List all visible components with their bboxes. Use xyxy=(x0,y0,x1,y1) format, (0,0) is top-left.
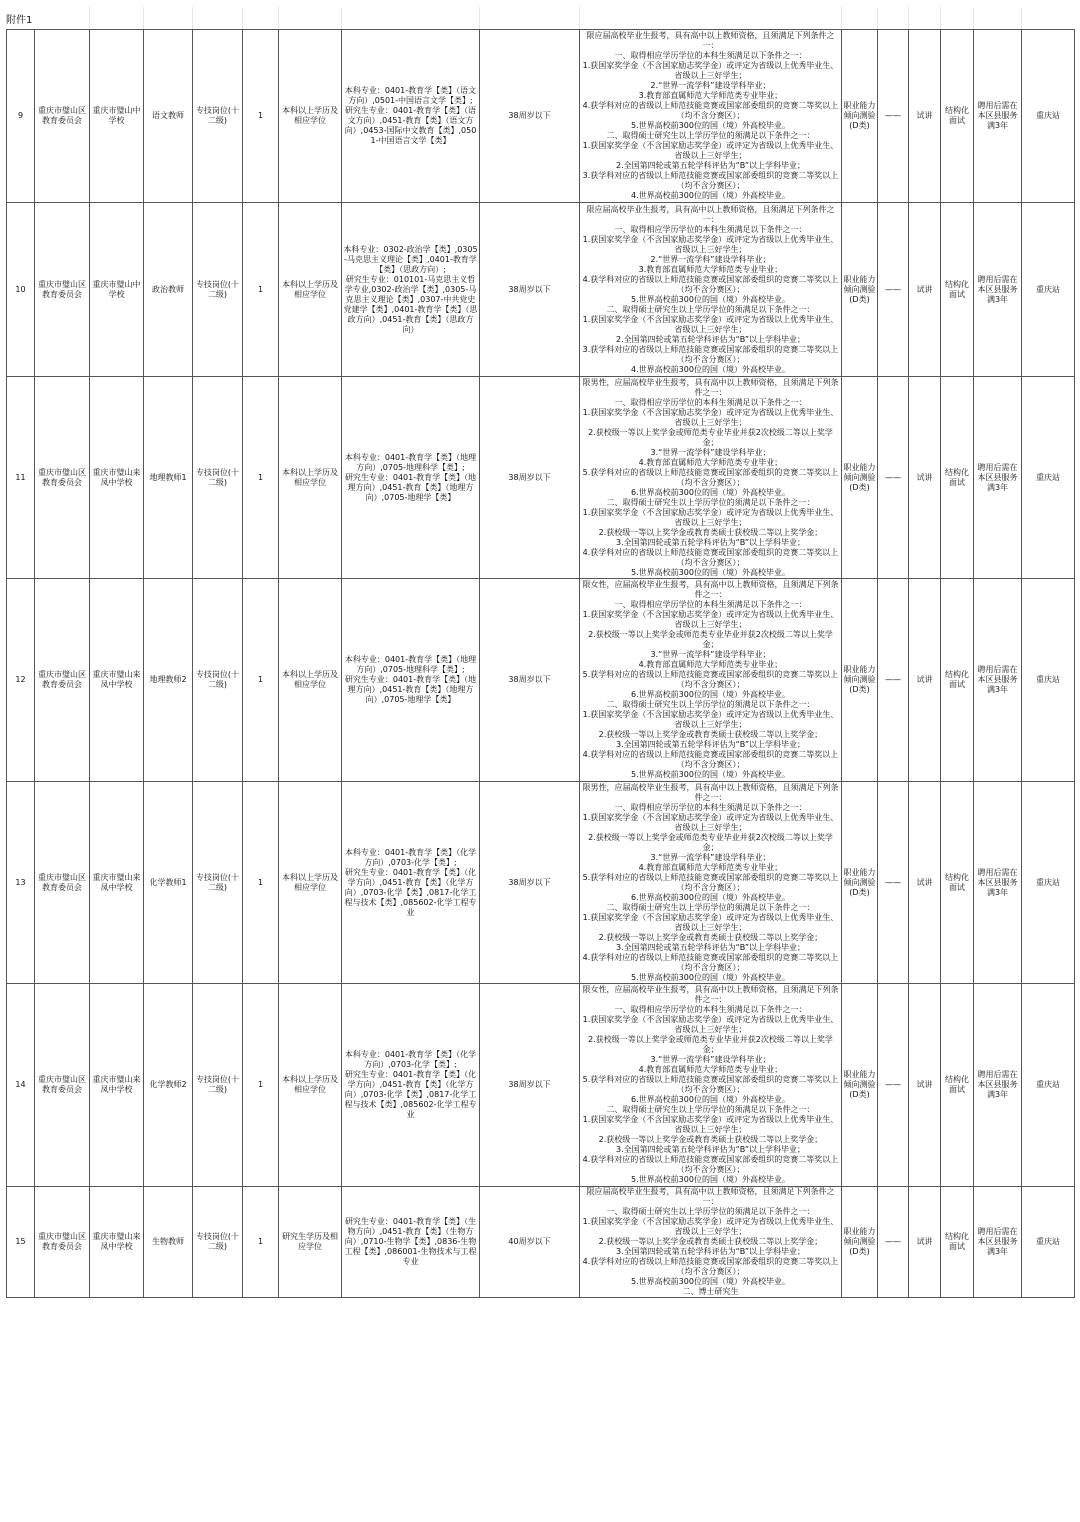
dash-cell: —— xyxy=(878,1187,909,1298)
requirement-line: 5.获学科对应的省级以上师范技能竞赛或国家部委组织的竞赛二等奖以上（均不含分赛区）； xyxy=(582,872,839,892)
exam-site-cell: 重庆站 xyxy=(1022,1187,1075,1298)
trial-lecture-cell: 试讲 xyxy=(909,579,941,782)
requirement-line: 2.获校级一等以上奖学金或师范类专业毕业并获2次校级二等以上奖学金； xyxy=(588,630,833,649)
trial-lecture-cell: 试讲 xyxy=(909,1187,941,1298)
exam-site-cell: 重庆站 xyxy=(1022,782,1075,984)
age-cell: 38周岁以下 xyxy=(480,579,580,782)
requirement-line: 二、取得硕士研究生以上学历学位的须满足以下条件之一： xyxy=(606,902,815,912)
requirement-line: 3.全国第四轮或第五轮学科评估为“B”以上学科毕业； xyxy=(616,537,805,547)
requirement-line: 2.获校级一等以上奖学金或师范类专业毕业并获2次校级二等以上奖学金； xyxy=(588,1035,833,1054)
major-line: 研究生专业：0401-教育学【类】（地理方向）,0451-教育【类】（地理方向）,0705-地理学【类】 xyxy=(344,675,477,704)
requirement-line: 1.获国家奖学金（不含国家励志奖学金）或评定为省级以上优秀毕业生、省级以上三好学生； xyxy=(582,234,839,254)
requirement-line: 2.获校级一等以上奖学金或师范类专业毕业并获2次校级二等以上奖学金； xyxy=(588,832,833,852)
requirement-line: 限女性，应届高校毕业生报考，具有高中以上教师资格，且须满足下列条件之一： xyxy=(582,580,839,599)
header-gridline xyxy=(973,7,974,29)
requirement-line: 3.教育部直属师范大学师范类专业毕业； xyxy=(638,264,783,274)
requirement-line: 5.世界高校前300位的国（境）外高校毕业。 xyxy=(631,972,790,982)
dash-cell: —— xyxy=(878,579,909,782)
employer-cell: 重庆市璧山来凤中学校 xyxy=(90,377,144,579)
post-category-cell: 专技岗位(十二级) xyxy=(193,984,243,1187)
requirement-line: 限应届高校毕业生报考，具有高中以上教师资格，且须满足下列条件之一： xyxy=(586,1187,835,1206)
header-gridline xyxy=(479,7,480,29)
requirements-cell xyxy=(580,782,842,984)
table-row xyxy=(7,30,1075,203)
post-category-cell: 专技岗位(十二级) xyxy=(193,377,243,579)
table-row xyxy=(7,579,1075,782)
major-line: 本科专业：0401-教育学【类】（语文方向）,0501-中国语言文学【类】; xyxy=(344,86,477,105)
exam-site-cell: 重庆站 xyxy=(1022,377,1075,579)
written-exam-cell: 职业能力倾向测验(D类) xyxy=(842,579,878,782)
education-cell: 本科以上学历及相应学位 xyxy=(279,782,342,984)
headcount-cell: 1 xyxy=(243,377,279,579)
requirement-line: 5.获学科对应的省级以上师范技能竞赛或国家部委组织的竞赛二等奖以上（均不含分赛区）； xyxy=(582,670,839,689)
header-gridline xyxy=(908,7,909,29)
requirement-line: 3.“世界一流学科”建设学科毕业； xyxy=(650,1055,771,1064)
requirement-line: 1.获国家奖学金（不含国家励志奖学金）或评定为省级以上优秀毕业生、省级以上三好学生； xyxy=(582,610,839,629)
header-gridline xyxy=(242,7,243,29)
major-cell xyxy=(342,782,480,984)
remark-cell: 聘用后需在本区县服务满3年 xyxy=(974,377,1022,579)
post-category-cell: 专技岗位(十二级) xyxy=(193,579,243,782)
age-cell: 40周岁以下 xyxy=(480,1187,580,1298)
dash-cell: —— xyxy=(878,30,909,203)
major-line: 研究生专业：010101-马克思主义哲学专业,0302-政治学【类】,0305-马克思主义理论【类】,0307-中共党史党建学【类】,0401-教育学【类】（思政方向）,0451-教育【类】（思政方向） xyxy=(343,274,478,334)
interview-cell: 结构化面试 xyxy=(941,30,974,203)
requirement-line: 4.获学科对应的省级以上师范技能竞赛或国家部委组织的竞赛二等奖以上（均不含分赛区）； xyxy=(582,952,839,972)
requirement-line: 4.教育部直属师范大学师范类专业毕业； xyxy=(638,457,783,467)
requirement-line: 5.世界高校前300位的国（境）外高校毕业。 xyxy=(631,567,790,577)
interview-cell: 结构化面试 xyxy=(941,782,974,984)
dash-cell: —— xyxy=(878,984,909,1187)
education-cell: 本科以上学历及相应学位 xyxy=(279,984,342,1187)
requirement-line: 3.“世界一流学科”建设学科毕业； xyxy=(650,650,771,659)
dash-cell: —— xyxy=(878,203,909,377)
remark-cell: 聘用后需在本区县服务满3年 xyxy=(974,1187,1022,1298)
requirement-line: 4.获学科对应的省级以上师范技能竞赛或国家部委组织的竞赛二等奖以上（均不含分赛区）； xyxy=(582,101,839,120)
major-line: 本科专业：0401-教育学【类】（地理方向）,0705-地理科学【类】; xyxy=(344,452,477,472)
requirement-line: 2.全国第四轮或第五轮学科评估为“B”以上学科毕业； xyxy=(616,334,805,344)
dash-cell: —— xyxy=(878,377,909,579)
interview-cell: 结构化面试 xyxy=(941,1187,974,1298)
post-name-cell: 化学教师1 xyxy=(144,782,193,984)
interview-cell: 结构化面试 xyxy=(941,203,974,377)
post-name-cell: 生物教师 xyxy=(144,1187,193,1298)
requirement-line: 二、博士研究生 xyxy=(682,1287,739,1296)
requirement-line: 4.世界高校前300位的国（境）外高校毕业。 xyxy=(631,364,790,374)
requirement-line: 一、取得相应学历学位的本科生须满足以下条件之一： xyxy=(614,802,807,812)
trial-lecture-cell: 试讲 xyxy=(909,377,941,579)
row-number: 11 xyxy=(7,377,35,579)
requirement-line: 1.获国家奖学金（不含国家励志奖学金）或评定为省级以上优秀毕业生、省级以上三好学生； xyxy=(582,812,839,832)
requirement-line: 4.获学科对应的省级以上师范技能竞赛或国家部委组织的竞赛二等奖以上（均不含分赛区）； xyxy=(582,750,839,769)
requirement-line: 5.获学科对应的省级以上师范技能竞赛或国家部委组织的竞赛二等奖以上（均不含分赛区）； xyxy=(582,467,839,487)
recruitment-table xyxy=(6,29,1075,1298)
requirement-line: 2.获校级一等以上奖学金或教育类硕士获校级二等以上奖学金； xyxy=(598,730,823,739)
row-number: 9 xyxy=(7,30,35,203)
headcount-cell: 1 xyxy=(243,30,279,203)
requirement-line: 1.获国家奖学金（不含国家励志奖学金）或评定为省级以上优秀毕业生、省级以上三好学生； xyxy=(582,1217,839,1236)
written-exam-cell: 职业能力倾向测验(D类) xyxy=(842,377,878,579)
employer-cell: 重庆市璧山来凤中学校 xyxy=(90,1187,144,1298)
requirement-line: 3.获学科对应的省级以上师范技能竞赛或国家部委组织的竞赛二等奖以上（均不含分赛区）； xyxy=(582,344,839,364)
major-cell xyxy=(342,984,480,1187)
major-line: 研究生专业：0401-教育学【类】（语文方向）,0451-教育【类】（语文方向）,0453-国际中文教育【类】,0501-中国语言文学【类】 xyxy=(344,106,477,145)
requirement-line: 3.教育部直属师范大学师范类专业毕业； xyxy=(638,91,783,100)
requirement-line: 5.世界高校前300位的国（境）外高校毕业。 xyxy=(631,294,790,304)
requirement-line: 限女性，应届高校毕业生报考，具有高中以上教师资格，且须满足下列条件之一： xyxy=(582,985,839,1004)
requirement-line: 1.获国家奖学金（不含国家励志奖学金）或评定为省级以上优秀毕业生、省级以上三好学生； xyxy=(582,1015,839,1034)
exam-site-cell: 重庆站 xyxy=(1022,203,1075,377)
employer-cell: 重庆市璧山来凤中学校 xyxy=(90,782,144,984)
age-cell: 38周岁以下 xyxy=(480,377,580,579)
education-cell: 研究生学历及相应学位 xyxy=(279,1187,342,1298)
header-gridline xyxy=(278,7,279,29)
trial-lecture-cell: 试讲 xyxy=(909,30,941,203)
row-number: 12 xyxy=(7,579,35,782)
major-line: 研究生专业：0401-教育学【类】（化学方向）,0451-教育【类】（化学方向）,0703-化学【类】,0817-化学工程与技术【类】,085602-化学工程专业 xyxy=(344,867,477,917)
department-cell: 重庆市璧山区教育委员会 xyxy=(35,984,90,1187)
row-number: 13 xyxy=(7,782,35,984)
table-row xyxy=(7,984,1075,1187)
employer-cell: 重庆市璧山来凤中学校 xyxy=(90,984,144,1187)
post-category-cell: 专技岗位(十二级) xyxy=(193,203,243,377)
header-gridline xyxy=(192,7,193,29)
requirement-line: 3.全国第四轮或第五轮学科评估为“B”以上学科毕业； xyxy=(616,1247,805,1256)
requirements-cell xyxy=(580,377,842,579)
requirement-line: 2.“世界一流学科”建设学科毕业； xyxy=(650,254,771,264)
requirement-line: 二、取得硕士研究生以上学历学位的须满足以下条件之一： xyxy=(606,131,815,140)
table-row xyxy=(7,782,1075,984)
employer-cell: 重庆市璧山中学校 xyxy=(90,30,144,203)
requirement-line: 1.获国家奖学金（不含国家励志奖学金）或评定为省级以上优秀毕业生、省级以上三好学生； xyxy=(582,912,839,932)
exam-site-cell: 重庆站 xyxy=(1022,30,1075,203)
department-cell: 重庆市璧山区教育委员会 xyxy=(35,1187,90,1298)
major-cell xyxy=(342,579,480,782)
requirement-line: 5.世界高校前300位的国（境）外高校毕业。 xyxy=(631,1277,790,1286)
requirement-line: 一、取得相应学历学位的本科生须满足以下条件之一： xyxy=(614,397,807,407)
requirement-line: 3.全国第四轮或第五轮学科评估为“B”以上学科毕业； xyxy=(616,740,805,749)
major-line: 本科专业：0401-教育学【类】（地理方向）,0705-地理科学【类】; xyxy=(344,655,477,674)
trial-lecture-cell: 试讲 xyxy=(909,984,941,1187)
requirements-cell xyxy=(580,984,842,1187)
requirement-line: 3.“世界一流学科”建设学科毕业； xyxy=(650,447,771,457)
requirement-line: 2.获校级一等以上奖学金或教育类硕士获校级二等以上奖学金； xyxy=(598,1237,823,1246)
row-number: 10 xyxy=(7,203,35,377)
major-line: 本科专业：0401-教育学【类】（化学方向）,0703-化学【类】; xyxy=(344,1050,477,1069)
header-gridline xyxy=(143,7,144,29)
requirement-line: 一、取得相应学历学位的本科生须满足以下条件之一： xyxy=(614,600,807,609)
education-cell: 本科以上学历及相应学位 xyxy=(279,30,342,203)
major-line: 研究生专业：0401-教育学【类】（化学方向）,0451-教育【类】（化学方向）,0703-化学【类】,0817-化学工程与技术【类】,085602-化学工程专业 xyxy=(344,1070,477,1119)
requirement-line: 6.世界高校前300位的国（境）外高校毕业。 xyxy=(631,892,790,902)
page-header xyxy=(0,7,1080,29)
header-gridline xyxy=(1021,7,1022,29)
requirement-line: 1.获国家奖学金（不含国家励志奖学金）或评定为省级以上优秀毕业生、省级以上三好学生； xyxy=(582,314,839,334)
department-cell: 重庆市璧山区教育委员会 xyxy=(35,203,90,377)
requirements-cell xyxy=(580,1187,842,1298)
requirement-line: 1.获国家奖学金（不含国家励志奖学金）或评定为省级以上优秀毕业生、省级以上三好学生； xyxy=(582,407,839,427)
requirement-line: 2.获校级一等以上奖学金或教育类硕士获校级二等以上奖学金； xyxy=(598,527,823,537)
requirement-line: 一、取得相应学历学位的本科生须满足以下条件之一： xyxy=(614,224,807,234)
post-name-cell: 地理教师1 xyxy=(144,377,193,579)
headcount-cell: 1 xyxy=(243,579,279,782)
requirement-line: 一、取得相应学历学位的本科生须满足以下条件之一： xyxy=(614,1005,807,1014)
written-exam-cell: 职业能力倾向测验(D类) xyxy=(842,782,878,984)
age-cell: 38周岁以下 xyxy=(480,984,580,1187)
interview-cell: 结构化面试 xyxy=(941,579,974,782)
table-body xyxy=(7,30,1075,1298)
age-cell: 38周岁以下 xyxy=(480,203,580,377)
education-cell: 本科以上学历及相应学位 xyxy=(279,377,342,579)
requirement-line: 3.“世界一流学科”建设学科毕业； xyxy=(650,852,771,862)
header-gridline xyxy=(940,7,941,29)
trial-lecture-cell: 试讲 xyxy=(909,782,941,984)
remark-cell: 聘用后需在本区县服务满3年 xyxy=(974,579,1022,782)
table-row xyxy=(7,377,1075,579)
remark-cell: 聘用后需在本区县服务满3年 xyxy=(974,203,1022,377)
requirement-line: 二、取得硕士研究生以上学历学位的须满足以下条件之一： xyxy=(606,304,815,314)
remark-cell: 聘用后需在本区县服务满3年 xyxy=(974,782,1022,984)
department-cell: 重庆市璧山区教育委员会 xyxy=(35,782,90,984)
trial-lecture-cell: 试讲 xyxy=(909,203,941,377)
major-line: 本科专业：0302-政治学【类】,0305-马克思主义理论【类】,0401-教育学【类】（思政方向）; xyxy=(343,244,478,274)
requirement-line: 二、取得硕士研究生以上学历学位的须满足以下条件之一： xyxy=(606,497,815,507)
major-line: 本科专业：0401-教育学【类】（化学方向）,0703-化学【类】; xyxy=(344,847,477,867)
major-cell xyxy=(342,1187,480,1298)
requirement-line: 6.世界高校前300位的国（境）外高校毕业。 xyxy=(631,1095,790,1104)
major-cell xyxy=(342,30,480,203)
post-name-cell: 政治教师 xyxy=(144,203,193,377)
department-cell: 重庆市璧山区教育委员会 xyxy=(35,377,90,579)
attachment-label: 附件1 xyxy=(6,15,33,26)
headcount-cell: 1 xyxy=(243,1187,279,1298)
post-category-cell: 专技岗位(十二级) xyxy=(193,30,243,203)
requirement-line: 2.获校级一等以上奖学金或师范类专业毕业并获2次校级二等以上奖学金； xyxy=(588,427,833,447)
employer-cell: 重庆市璧山来凤中学校 xyxy=(90,579,144,782)
requirement-line: 4.获学科对应的省级以上师范技能竞赛或国家部委组织的竞赛二等奖以上（均不含分赛区）； xyxy=(582,274,839,294)
requirement-line: 5.世界高校前300位的国（境）外高校毕业。 xyxy=(631,770,790,779)
header-gridline xyxy=(341,7,342,29)
education-cell: 本科以上学历及相应学位 xyxy=(279,579,342,782)
employer-cell: 重庆市璧山中学校 xyxy=(90,203,144,377)
requirement-line: 二、取得硕士研究生以上学历学位的须满足以下条件之一： xyxy=(606,1105,815,1114)
requirement-line: 2.获校级一等以上奖学金或教育类硕士获校级二等以上奖学金； xyxy=(598,932,823,942)
age-cell: 38周岁以下 xyxy=(480,30,580,203)
requirement-line: 4.获学科对应的省级以上师范技能竞赛或国家部委组织的竞赛二等奖以上（均不含分赛区）； xyxy=(582,547,839,567)
major-line: 研究生专业：0401-教育学【类】（生物方向）,0451-教育【类】（生物方向）,0710-生物学【类】,0836-生物工程【类】,086001-生物技术与工程专业 xyxy=(344,1217,477,1266)
headcount-cell: 1 xyxy=(243,782,279,984)
requirement-line: 2.“世界一流学科”建设学科毕业； xyxy=(650,81,771,90)
header-gridline xyxy=(89,7,90,29)
requirement-line: 一、取得相应学历学位的本科生须满足以下条件之一： xyxy=(614,51,807,60)
major-line: 研究生专业：0401-教育学【类】（地理方向）,0451-教育【类】（地理方向）,0705-地理学【类】 xyxy=(344,472,477,502)
requirement-line: 限男性，应届高校毕业生报考，具有高中以上教师资格，且须满足下列条件之一： xyxy=(582,782,839,802)
post-name-cell: 语文教师 xyxy=(144,30,193,203)
requirement-line: 4.教育部直属师范大学师范类专业毕业； xyxy=(638,660,783,669)
department-cell: 重庆市璧山区教育委员会 xyxy=(35,579,90,782)
exam-site-cell: 重庆站 xyxy=(1022,579,1075,782)
requirement-line: 6.世界高校前300位的国（境）外高校毕业。 xyxy=(631,487,790,497)
major-cell xyxy=(342,377,480,579)
requirements-cell xyxy=(580,579,842,782)
department-cell: 重庆市璧山区教育委员会 xyxy=(35,30,90,203)
age-cell: 38周岁以下 xyxy=(480,782,580,984)
header-gridline xyxy=(841,7,842,29)
requirement-line: 5.获学科对应的省级以上师范技能竞赛或国家部委组织的竞赛二等奖以上（均不含分赛区）； xyxy=(582,1075,839,1094)
requirement-line: 1.获国家奖学金（不含国家励志奖学金）或评定为省级以上优秀毕业生、省级以上三好学生； xyxy=(582,710,839,729)
requirement-line: 4.世界高校前300位的国（境）外高校毕业。 xyxy=(631,191,790,200)
requirement-line: 4.获学科对应的省级以上师范技能竞赛或国家部委组织的竞赛二等奖以上（均不含分赛区）； xyxy=(582,1257,839,1276)
requirement-line: 一、取得硕士研究生以上学历学位的须满足以下条件之一： xyxy=(606,1207,815,1216)
requirement-line: 1.获国家奖学金（不含国家励志奖学金）或评定为省级以上优秀毕业生、省级以上三好学生； xyxy=(582,507,839,527)
requirement-line: 限应届高校毕业生报考，具有高中以上教师资格，且须满足下列条件之一： xyxy=(586,31,835,50)
requirement-line: 限男性，应届高校毕业生报考，具有高中以上教师资格，且须满足下列条件之一： xyxy=(582,377,839,397)
requirement-line: 5.世界高校前300位的国（境）外高校毕业。 xyxy=(631,1175,790,1184)
exam-site-cell: 重庆站 xyxy=(1022,984,1075,1187)
header-gridline xyxy=(579,7,580,29)
post-category-cell: 专技岗位(十二级) xyxy=(193,782,243,984)
requirement-line: 限应届高校毕业生报考，具有高中以上教师资格，且须满足下列条件之一： xyxy=(586,204,835,224)
requirement-line: 3.获学科对应的省级以上师范技能竞赛或国家部委组织的竞赛二等奖以上（均不含分赛区）； xyxy=(582,171,839,190)
written-exam-cell: 职业能力倾向测验(D类) xyxy=(842,1187,878,1298)
dash-cell: —— xyxy=(878,782,909,984)
requirement-line: 1.获国家奖学金（不含国家励志奖学金）或评定为省级以上优秀毕业生、省级以上三好学生； xyxy=(582,1115,839,1134)
requirement-line: 1.获国家奖学金（不含国家励志奖学金）或评定为省级以上优秀毕业生、省级以上三好学生； xyxy=(582,141,839,160)
education-cell: 本科以上学历及相应学位 xyxy=(279,203,342,377)
interview-cell: 结构化面试 xyxy=(941,984,974,1187)
requirements-cell xyxy=(580,30,842,203)
requirement-line: 5.世界高校前300位的国（境）外高校毕业。 xyxy=(631,121,790,130)
requirement-line: 3.全国第四轮或第五轮学科评估为“B”以上学科毕业； xyxy=(616,942,805,952)
headcount-cell: 1 xyxy=(243,203,279,377)
remark-cell: 聘用后需在本区县服务满3年 xyxy=(974,30,1022,203)
requirement-line: 3.全国第四轮或第五轮学科评估为“B”以上学科毕业； xyxy=(616,1145,805,1154)
major-cell xyxy=(342,203,480,377)
requirement-line: 二、取得硕士研究生以上学历学位的须满足以下条件之一： xyxy=(606,700,815,709)
requirement-line: 2.获校级一等以上奖学金或教育类硕士获校级二等以上奖学金； xyxy=(598,1135,823,1144)
header-gridline xyxy=(877,7,878,29)
table-row xyxy=(7,203,1075,377)
requirement-line: 4.教育部直属师范大学师范类专业毕业； xyxy=(638,862,783,872)
post-name-cell: 地理教师2 xyxy=(144,579,193,782)
requirement-line: 4.获学科对应的省级以上师范技能竞赛或国家部委组织的竞赛二等奖以上（均不含分赛区）； xyxy=(582,1155,839,1174)
row-number: 14 xyxy=(7,984,35,1187)
requirement-line: 4.教育部直属师范大学师范类专业毕业； xyxy=(638,1065,783,1074)
headcount-cell: 1 xyxy=(243,984,279,1187)
requirement-line: 2.全国第四轮或第五轮学科评估为“B”以上学科毕业； xyxy=(616,161,805,170)
requirements-cell xyxy=(580,203,842,377)
row-number: 15 xyxy=(7,1187,35,1298)
written-exam-cell: 职业能力倾向测验(D类) xyxy=(842,984,878,1187)
remark-cell: 聘用后需在本区县服务满3年 xyxy=(974,984,1022,1187)
table-row xyxy=(7,1187,1075,1298)
post-name-cell: 化学教师2 xyxy=(144,984,193,1187)
written-exam-cell: 职业能力倾向测验(D类) xyxy=(842,30,878,203)
interview-cell: 结构化面试 xyxy=(941,377,974,579)
requirement-line: 6.世界高校前300位的国（境）外高校毕业。 xyxy=(631,690,790,699)
requirement-line: 1.获国家奖学金（不含国家励志奖学金）或评定为省级以上优秀毕业生、省级以上三好学生； xyxy=(582,61,839,80)
written-exam-cell: 职业能力倾向测验(D类) xyxy=(842,203,878,377)
post-category-cell: 专技岗位(十二级) xyxy=(193,1187,243,1298)
